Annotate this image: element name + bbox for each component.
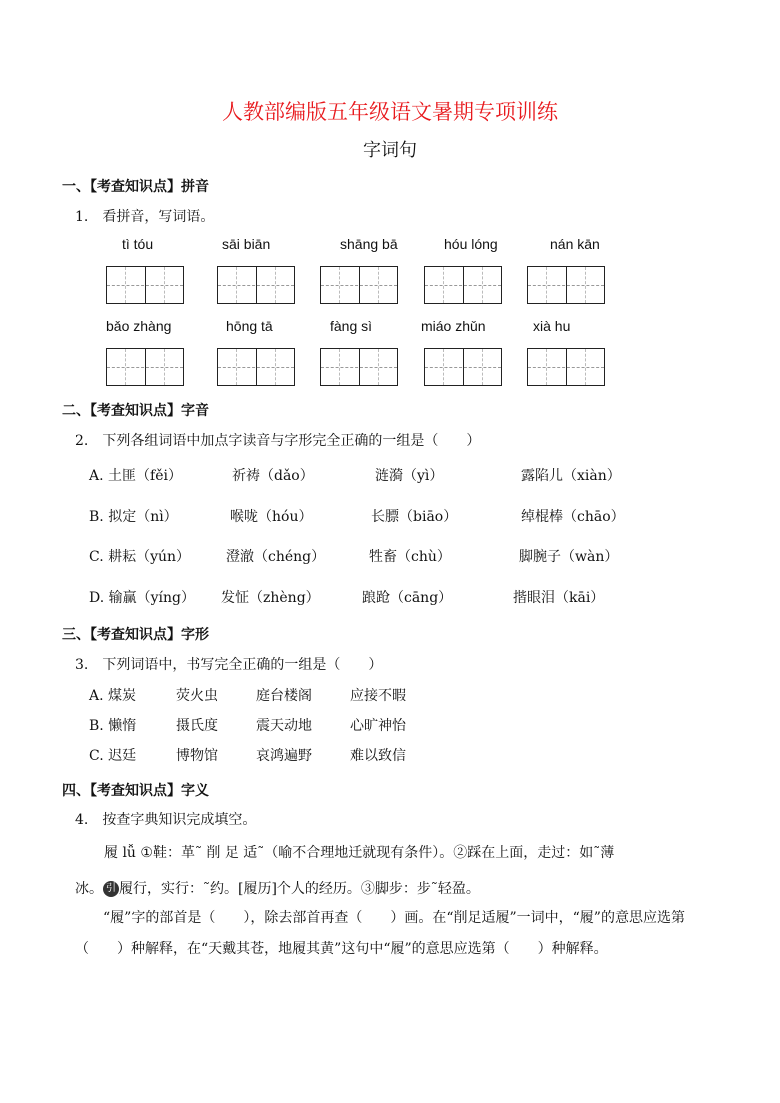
dictionary-entry-text: 履行，实行：˜约。[履历]个人的经历。③脚步：步˜轻盈。 bbox=[119, 881, 480, 897]
pinyin-label: bǎo zhàng bbox=[106, 318, 172, 334]
option-c-item: 牲畜（chù） bbox=[369, 549, 451, 565]
writing-grid[interactable] bbox=[106, 266, 184, 304]
option-a-item: 祈祷（dǎo） bbox=[232, 468, 314, 484]
pinyin-label: tì tóu bbox=[122, 236, 154, 252]
pinyin-label: sāi biān bbox=[222, 236, 271, 252]
writing-grid[interactable] bbox=[424, 266, 502, 304]
section-heading-glyph: 三、【考查知识点】字形 bbox=[62, 627, 209, 643]
option-c-item: 脚腕子（wàn） bbox=[519, 549, 619, 565]
option-a-item: 露陷儿（xiàn） bbox=[521, 468, 621, 484]
option-c-item: 博物馆 bbox=[176, 748, 218, 764]
question-4: 4. 按查字典知识完成填空。 bbox=[75, 812, 257, 828]
section-heading-pinyin: 一、【考查知识点】拼音 bbox=[62, 179, 209, 195]
option-d-item: 发怔（zhèng） bbox=[221, 590, 320, 606]
pinyin-label: shāng bā bbox=[340, 236, 398, 252]
option-d-item[interactable]: D. 输赢（yíng） bbox=[89, 590, 195, 606]
writing-grid[interactable] bbox=[320, 348, 398, 386]
option-a-item: 荧火虫 bbox=[176, 688, 218, 704]
option-a-item: 涟漪（yì） bbox=[375, 468, 444, 484]
pinyin-label: miáo zhǔn bbox=[421, 318, 486, 334]
pinyin-label: hōng tā bbox=[226, 318, 273, 334]
option-b-item: 长膘（biāo） bbox=[371, 509, 458, 525]
page-title: 人教部编版五年级语文暑期专项训练 bbox=[222, 100, 558, 124]
option-b-item: 喉咙（hóu） bbox=[230, 509, 313, 525]
writing-grid[interactable] bbox=[217, 266, 295, 304]
section-heading-pronunciation: 二、【考查知识点】字音 bbox=[62, 403, 209, 419]
pinyin-label: fàng sì bbox=[330, 318, 373, 334]
option-b-item[interactable]: B. 懒惰 bbox=[89, 718, 137, 734]
writing-grid[interactable] bbox=[527, 348, 605, 386]
pinyin-label: nán kān bbox=[550, 236, 600, 252]
dictionary-entry-line: 履 lǚ ①鞋：革˜ 削 足 适˜（喻不合理地迁就现有条件）。②踩在上面，走过：如˜薄 bbox=[104, 845, 615, 861]
option-c-item: 难以致信 bbox=[350, 748, 406, 764]
citation-icon: 引 bbox=[103, 881, 119, 897]
option-a-item[interactable]: A. 煤炭 bbox=[89, 688, 137, 704]
option-b-item: 绰棍棒（chāo） bbox=[521, 509, 625, 525]
option-b-item[interactable]: B. 拟定（nì） bbox=[89, 509, 178, 525]
fill-in-paragraph: “履”字的部首是（ ），除去部首再查（ ）画。在“削足适履”一词中，“履”的意思应选第（ ）种解释，在“天戴其苍，地履其黄”这句中“履”的意思应选第（ ）种解释。 bbox=[75, 910, 685, 957]
writing-grid[interactable] bbox=[106, 348, 184, 386]
question-1: 1. 看拼音，写词语。 bbox=[75, 209, 215, 225]
question-3: 3. 下列词语中，书写完全正确的一组是（ ） bbox=[75, 657, 383, 673]
option-b-item: 摄氏度 bbox=[176, 718, 218, 734]
option-a-item: 应接不暇 bbox=[350, 688, 406, 704]
option-a-item[interactable]: A. 土匪（fěi） bbox=[89, 468, 182, 484]
pinyin-label: xià hu bbox=[533, 318, 571, 334]
option-c-item: 澄澈（chéng） bbox=[226, 549, 326, 565]
section-heading-meaning: 四、【考查知识点】字义 bbox=[62, 783, 209, 799]
option-a-item: 庭台楼阁 bbox=[256, 688, 312, 704]
page-subtitle: 字词句 bbox=[363, 140, 417, 161]
option-b-item: 心旷神怡 bbox=[350, 718, 406, 734]
option-d-item: 踉跄（cāng） bbox=[362, 590, 453, 606]
writing-grid[interactable] bbox=[320, 266, 398, 304]
option-d-item: 揩眼泪（kāi） bbox=[513, 590, 605, 606]
dictionary-entry-text: 冰。 bbox=[75, 881, 103, 897]
option-b-item: 震天动地 bbox=[256, 718, 312, 734]
writing-grid[interactable] bbox=[424, 348, 502, 386]
option-c-item[interactable]: C. 耕耘（yún） bbox=[89, 549, 191, 565]
writing-grid[interactable] bbox=[217, 348, 295, 386]
question-2: 2. 下列各组词语中加点字读音与字形完全正确的一组是（ ） bbox=[75, 433, 481, 449]
writing-grid[interactable] bbox=[527, 266, 605, 304]
option-c-item[interactable]: C. 迟廷 bbox=[89, 748, 137, 764]
option-c-item: 哀鸿遍野 bbox=[256, 748, 312, 764]
dictionary-entry-line bbox=[75, 878, 480, 898]
pinyin-label: hóu lóng bbox=[444, 236, 498, 252]
